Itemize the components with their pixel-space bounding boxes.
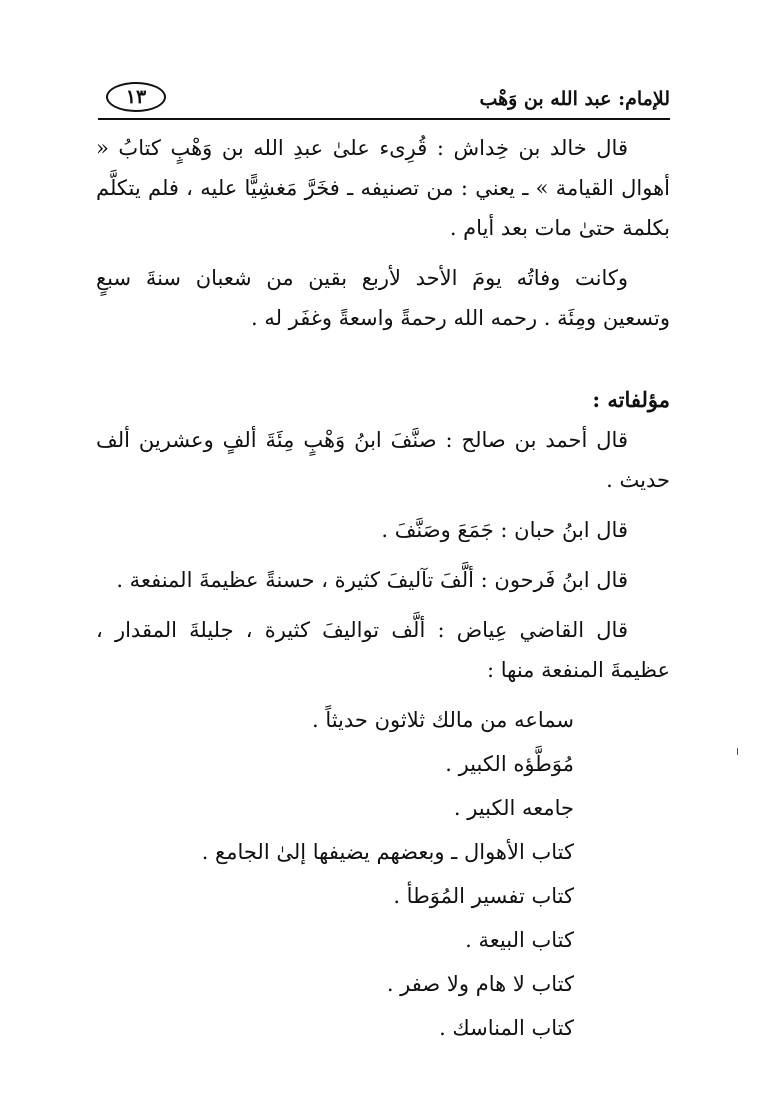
paragraph-ahmad-ibn-salih: قال أحمد بن صالح : صنَّفَ ابنُ وَهْبٍ مِئَةَ ألفٍ وعشرين ألف حديث . (96, 428, 670, 492)
paragraph-ibn-hibban: قال ابنُ حبان : جَمَعَ وصَنَّفَ . (381, 518, 628, 542)
works-list-item: كتاب لا هام ولا صفر . (386, 972, 574, 996)
section-gap (96, 338, 670, 380)
paragraph-qadi-iyad: قال القاضي عِياض : ألَّف تواليفَ كثيرة ، جليلةَ المقدار ، عظيمةَ المنفعة منها : (96, 618, 670, 682)
works-list-item: كتاب الأهوال ـ وبعضهم يضيفها إلىٰ الجامع . (201, 840, 574, 864)
works-list-item: كتاب البيعة . (465, 928, 574, 952)
page-number: ١٣ (125, 86, 147, 108)
header-rule (98, 118, 670, 120)
paragraph-gap (96, 248, 670, 258)
margin-mark (737, 748, 738, 755)
page-number-badge (106, 82, 166, 112)
works-list-item: كتاب تفسير المُوَطأ . (393, 884, 574, 908)
page-header (98, 80, 670, 120)
paragraph-death-account: قال خالد بن خِداش : قُرِىء علىٰ عبدِ الله بن وَهْبٍ كتابُ « أهوال القيامة » ـ يعني : من تصنيفه ـ فخَرَّ مَغشِيًّا عليه ، فلم يتكلَّم بكلمة حتىٰ مات بعد أيام . (96, 136, 670, 240)
paragraph-ibn-farhun: قال ابنُ فَرحون : ألَّفَ تآليفَ كثيرة ، حسنةً عظيمةَ المنفعة . (116, 568, 628, 592)
paragraph-gap (96, 600, 670, 610)
running-title: للإمام: عبد الله بن وَهْب (479, 88, 670, 110)
paragraph-gap (96, 500, 670, 510)
page-body (96, 128, 670, 1052)
works-list-item: جامعه الكبير . (453, 796, 574, 820)
paragraph-death-date: وكانت وفاتُه يومَ الأحد لأربع بقين من شعبان سنةَ سبعٍ وتسعين ومِئَة . رحمه الله رحمةً واسعةً وغفَر له . (96, 266, 670, 330)
works-list-item: سماعه من مالك ثلاثون حديثاً . (311, 708, 574, 732)
works-list-item: مُوَطَّؤه الكبير . (445, 752, 574, 776)
section-heading-works: مؤلفاته : (592, 387, 670, 412)
paragraph-gap (96, 550, 670, 560)
paragraph-gap (96, 690, 670, 700)
works-list-item: كتاب المناسك . (439, 1016, 574, 1040)
